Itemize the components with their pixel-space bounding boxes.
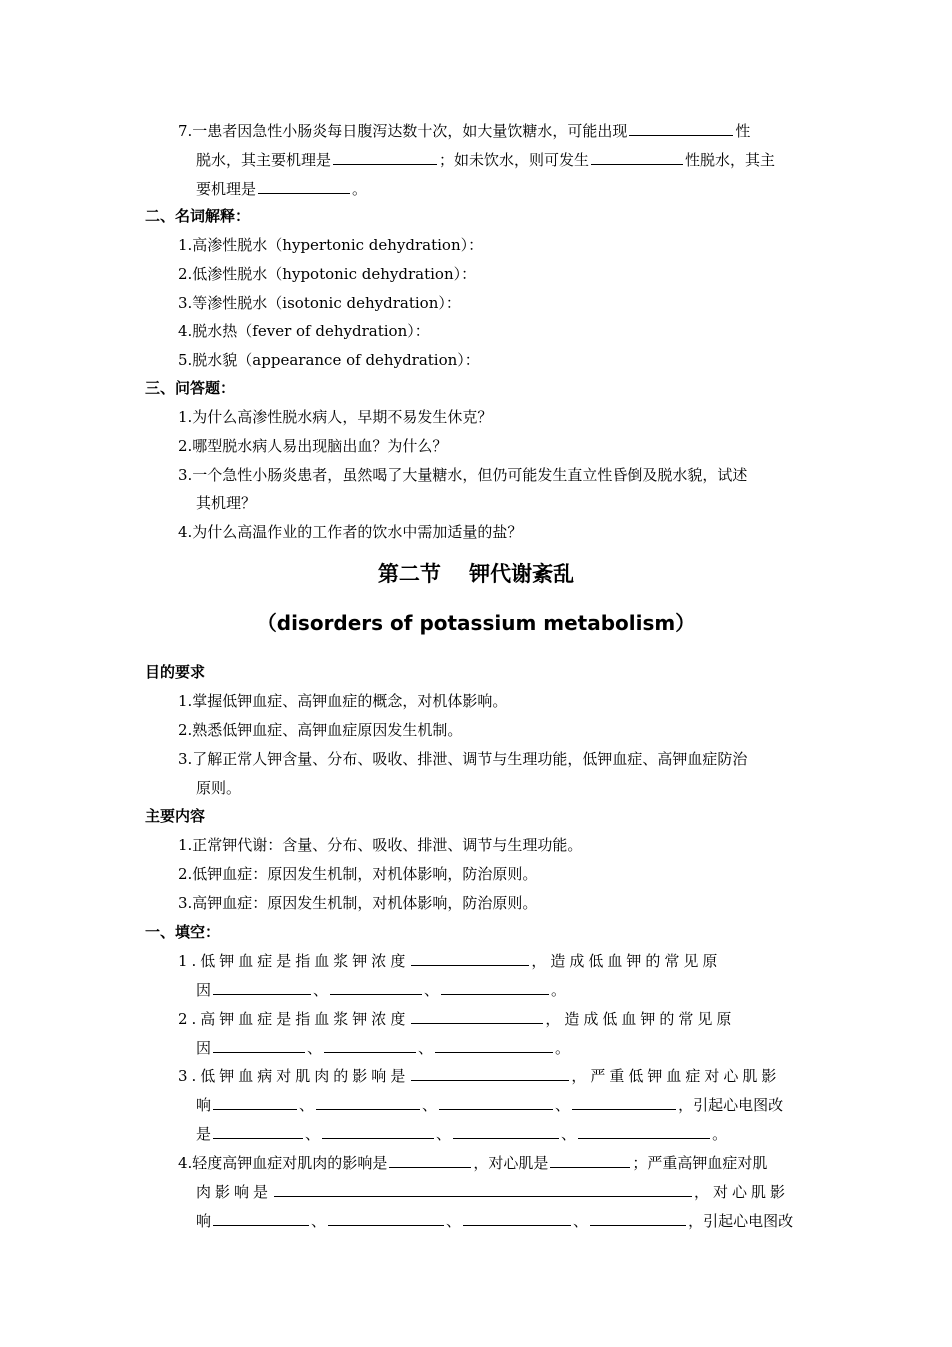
fill-q4-line-2 [196,1181,789,1202]
list-item: 1.掌握低钾血症、高钾血症的概念，对机体影响。 [178,692,508,710]
question-text: 因 [196,1039,212,1057]
separator: 、 [436,1125,452,1143]
question-text: 是 [196,1125,212,1143]
period: 。 [555,1039,571,1057]
question-text: ，造成低血钾的常见原 [531,952,722,970]
section-heading: 目的要求 [145,663,206,681]
blank [213,1210,309,1226]
q7-line-2 [196,149,775,170]
question-text: ，对心肌影 [694,1183,790,1201]
blank [316,1094,420,1110]
list-item: 2.熟悉低钾血症、高钾血症原因发生机制。 [178,721,463,739]
fill-q4-line-1 [178,1152,767,1173]
blank [330,979,422,995]
blank [591,149,683,165]
question-text: ，引起心电图改 [688,1212,794,1230]
blank [441,979,549,995]
list-item: 3.高钾血症：原因发生机制，对机体影响，防治原则。 [178,894,538,912]
chapter-subtitle: （disorders of potassium metabolism） [256,611,696,635]
blank [274,1181,692,1197]
blank [322,1123,434,1139]
blank [389,1152,471,1168]
blank [439,1094,553,1110]
blank [411,1065,569,1081]
separator: 、 [573,1212,589,1230]
period: 。 [551,981,567,999]
period: 。 [712,1125,728,1143]
blank [213,979,311,995]
question-text: ；严重高钾血症对肌 [632,1154,768,1172]
list-item: 3.一个急性小肠炎患者，虽然喝了大量糖水，但仍可能发生直立性昏倒及脱水貌，试述 [178,466,748,484]
list-item: 4.为什么高温作业的工作者的饮水中需加适量的盐？ [178,523,523,541]
list-item: 1.高渗性脱水（hypertonic dehydration）： [178,236,484,254]
separator: 、 [311,1212,327,1230]
blank [328,1210,444,1226]
list-item: 3.等渗性脱水（isotonic dehydration）： [178,294,461,312]
chapter-title: 第二节 钾代谢紊乱 [377,562,575,586]
question-text: ，引起心电图改 [678,1096,784,1114]
blank [411,950,529,966]
blank [453,1123,559,1139]
separator: 、 [446,1212,462,1230]
list-item: 1.为什么高渗性脱水病人，早期不易发生休克？ [178,408,493,426]
q7-text: 性脱水，其主 [685,151,776,169]
section-heading: 三、问答题： [145,379,236,397]
separator: 、 [307,1039,323,1057]
fill-q1-line-2 [196,979,566,1000]
blank [578,1123,710,1139]
blank [629,120,733,136]
q7-line-1 [178,120,750,141]
question-text: ，对心肌是 [473,1154,549,1172]
question-text: ，严重低钾血症对心肌影 [571,1067,781,1085]
question-text: 响 [196,1096,212,1114]
q7-text: 脱水，其主要机理是 [196,151,332,169]
list-item: 2.低渗性脱水（hypotonic dehydration）： [178,265,477,283]
fill-q3-line-2 [196,1094,783,1115]
list-item: 2.哪型脱水病人易出现脑出血？为什么？ [178,437,448,455]
question-text: 2.高钾血症是指血浆钾浓度 [178,1010,410,1028]
separator: 、 [555,1096,571,1114]
blank [213,1123,303,1139]
separator: 、 [299,1096,315,1114]
blank [550,1152,630,1168]
list-item-continuation: 原则。 [196,779,242,797]
blank [333,149,437,165]
separator: 、 [422,1096,438,1114]
list-item: 4.脱水热（fever of dehydration）： [178,322,430,340]
q7-text: 7.一患者因急性小肠炎每日腹泻达数十次，如大量饮糖水，可能出现 [178,122,628,140]
question-text: ，造成低血钾的常见原 [545,1010,736,1028]
blank [590,1210,686,1226]
section-heading: 一、填空： [145,923,221,941]
fill-q2-line-2 [196,1037,570,1058]
list-item: 5.脱水貌（appearance of dehydration）： [178,351,480,369]
fill-q3-line-3 [196,1123,727,1144]
blank [435,1037,553,1053]
section-heading: 二、名词解释： [145,207,251,225]
blank [213,1094,297,1110]
fill-q3-line-1 [178,1065,780,1086]
q7-text: 要机理是 [196,180,257,198]
blank [324,1037,416,1053]
fill-q1-line-1 [178,950,721,971]
blank [463,1210,571,1226]
q7-line-3 [196,178,367,199]
separator: 、 [305,1125,321,1143]
q7-text: ；如未饮水，则可发生 [439,151,590,169]
q7-text: 。 [352,180,368,198]
fill-q2-line-1 [178,1008,735,1029]
list-item: 1.正常钾代谢：含量、分布、吸收、排泄、调节与生理功能。 [178,836,583,854]
blank [213,1037,305,1053]
blank [411,1008,543,1024]
blank [572,1094,676,1110]
question-text: 肉影响是 [196,1183,273,1201]
question-text: 因 [196,981,212,999]
blank [258,178,350,194]
q7-text: 性 [735,122,751,140]
fill-q4-line-3 [196,1210,793,1231]
list-item-continuation: 其机理？ [196,494,257,512]
separator: 、 [561,1125,577,1143]
list-item: 2.低钾血症：原因发生机制，对机体影响，防治原则。 [178,865,538,883]
section-heading: 主要内容 [145,807,206,825]
list-item: 3.了解正常人钾含量、分布、吸收、排泄、调节与生理功能，低钾血症、高钾血症防治 [178,750,748,768]
question-text: 响 [196,1212,212,1230]
question-text: 4.轻度高钾血症对肌肉的影响是 [178,1154,388,1172]
question-text: 1.低钾血症是指血浆钾浓度 [178,952,410,970]
separator: 、 [424,981,440,999]
separator: 、 [418,1039,434,1057]
question-text: 3.低钾血病对肌肉的影响是 [178,1067,410,1085]
separator: 、 [313,981,329,999]
